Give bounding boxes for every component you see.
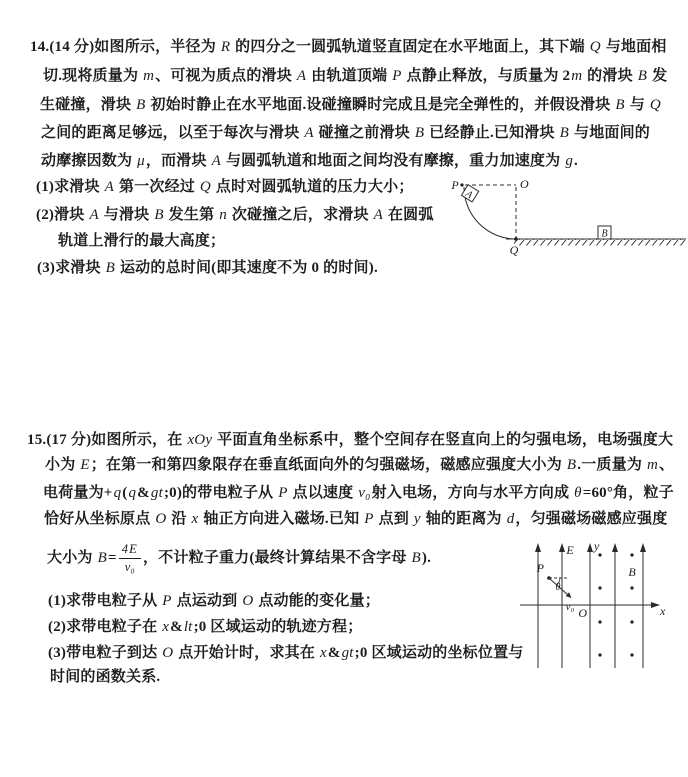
problem14-sub-question-1: (1)求滑块 A 第一次经过 Q 点时对圆弧轨道的压力大小；	[36, 179, 414, 195]
label-P: P	[451, 178, 459, 192]
field-line-arrowhead	[535, 543, 541, 552]
field-line-arrowhead	[612, 543, 618, 552]
point-P-dot	[460, 183, 463, 186]
block-B-label: B	[601, 228, 608, 240]
fraction-numerator: 4E	[119, 542, 141, 558]
problem14-sub-question-3: (3)求滑块 B 运动的总时间(即其速度不为 0 的时间).	[37, 260, 378, 276]
problem15-sub-question-3-cont: 时间的函数关系.	[50, 669, 161, 685]
x-axis-arrowhead	[651, 602, 660, 608]
ground-hatching	[514, 240, 686, 246]
problem15-fraction-line	[47, 538, 431, 578]
label-B: B	[628, 565, 636, 579]
problem14-line-2: 切.现将质量为 m、可视为质点的滑块 A 由轨道顶端 P 点静止释放，与质量为 2m 的滑块 B 发	[43, 68, 668, 84]
problem15-line-2: 小为 E；在第一和第四象限存在垂直纸面向外的匀强磁场，磁感应强度大小为 B.一质量为 m、	[45, 457, 675, 473]
field-line-arrowhead	[559, 543, 565, 552]
label-v0: v₀	[565, 601, 575, 613]
problem14-line-4: 之间的距离足够远，以至于每次与滑块 A 碰撞之前滑块 B 已经静止.已知滑块 B 与地面间的	[41, 125, 650, 141]
field-line-arrowhead	[640, 543, 646, 552]
fraction-B-equals-4E-over-v0	[119, 542, 141, 574]
fraction-denominator: v₀	[124, 559, 135, 574]
figure-quarter-circle-track	[435, 168, 688, 263]
problem15-sub-question-3: (3)带电粒子到达 O 点开始计时，求其在 x&gt;0 区域运动的坐标位置与	[48, 645, 524, 661]
problem15-line-3: 电荷量为+q(q&gt;0)的带电粒子从 P 点以速度 v₀射入电场，方向与水平方向成 θ=60°角，粒子	[43, 485, 674, 501]
label-O: O	[520, 177, 529, 191]
point-Q-dot	[514, 237, 518, 241]
fraction-prefix: 大小为 B=	[47, 549, 117, 566]
problem14-sub-question-2-cont: 轨道上滑行的最大高度；	[58, 233, 226, 249]
figure-xoy-field-diagram	[500, 536, 688, 686]
problem14-line-5: 动摩擦因数为 μ，而滑块 A 与圆弧轨道和地面之间均没有摩擦，重力加速度为 g.	[41, 153, 578, 169]
label-theta: θ	[555, 582, 561, 593]
label-E: E	[566, 543, 574, 557]
label-O: O	[578, 606, 587, 620]
problem15-line-1: 15.(17 分)如图所示，在 xOy 平面直角坐标系中，整个空间存在竖直向上的匀强电场，电场强度大	[27, 432, 674, 448]
problem15-sub-question-1: (1)求带电粒子从 P 点运动到 O 点动能的变化量；	[48, 593, 380, 609]
problem14-line-3: 生碰撞，滑块 B 初始时静止在水平地面.设碰撞瞬时完成且是完全弹性的，并假设滑块 B 与 Q	[40, 97, 661, 113]
block-A-label: A	[463, 188, 475, 201]
problem15-line-4: 恰好从坐标原点 O 沿 x 轴正方向进入磁场.已知 P 点到 y 轴的距离为 d，匀强磁场磁感应强度	[44, 511, 668, 527]
problem14-sub-question-2: (2)滑块 A 与滑块 B 发生第 n 次碰撞之后，求滑块 A 在圆弧	[36, 207, 434, 223]
fraction-suffix: ，不计粒子重力(最终计算结果不含字母 B).	[142, 549, 432, 566]
label-Q: Q	[509, 243, 519, 257]
label-P: P	[536, 561, 544, 575]
label-y: y	[594, 539, 600, 553]
label-x: x	[660, 604, 666, 618]
problem15-sub-question-2: (2)求带电粒子在 x&lt;0 区域运动的轨迹方程；	[48, 619, 363, 635]
block-B	[598, 226, 611, 240]
problem14-line-1: 14.(14 分)如图所示，半径为 R 的四分之一圆弧轨道竖直固定在水平地面上，其下端 Q 与地面相	[30, 39, 667, 55]
y-axis-arrowhead	[587, 543, 593, 552]
